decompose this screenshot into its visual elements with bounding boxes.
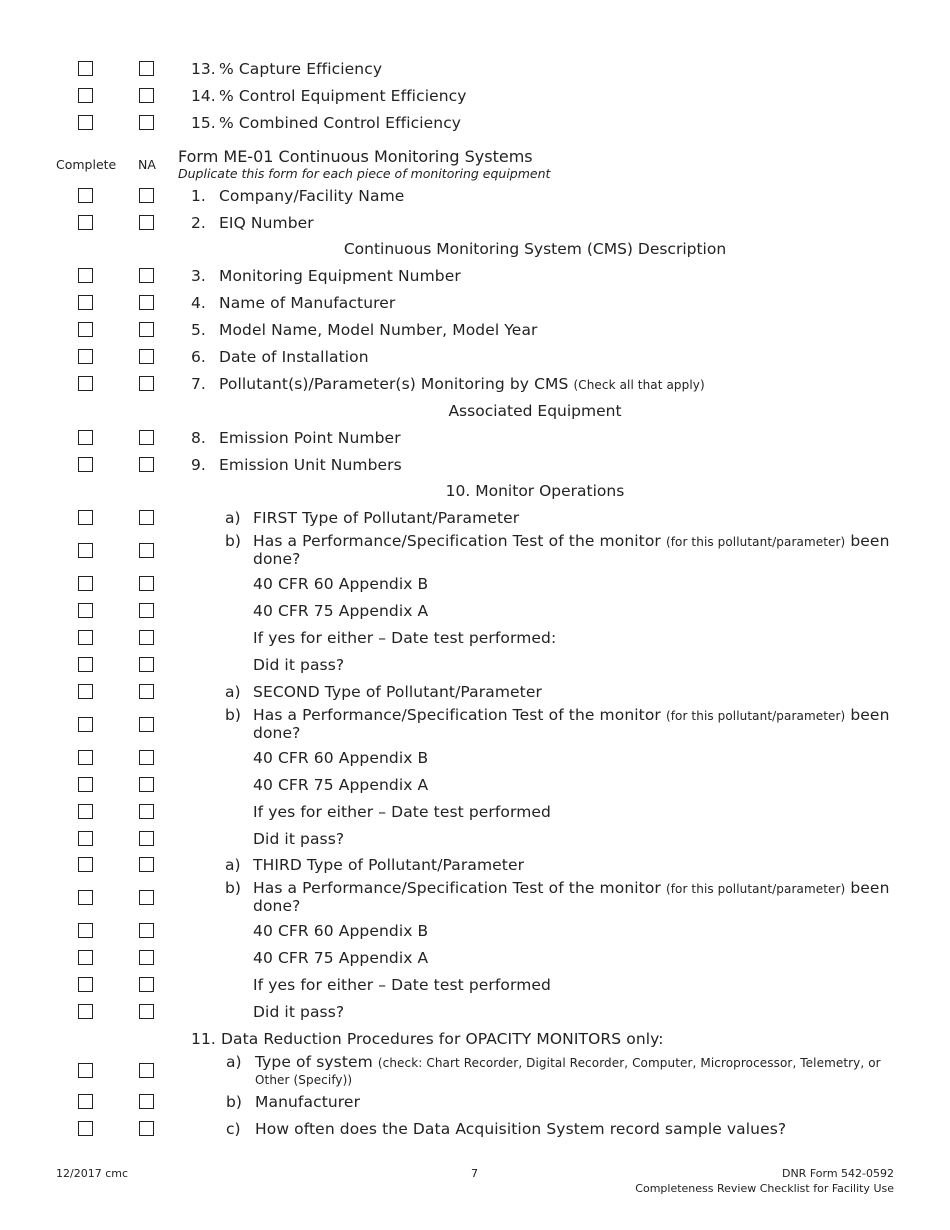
sub-letter: b): [225, 532, 241, 550]
item-label: 40 CFR 60 Appendix B: [253, 922, 429, 940]
complete-checkbox[interactable]: [78, 376, 93, 391]
item-label: Emission Point Number: [219, 429, 401, 447]
item-note: (check: Chart Recorder, Digital Recorder, Computer, Microprocessor, Telemetry, or: [377, 1056, 881, 1070]
item-label-line2: done?: [253, 897, 301, 915]
na-checkbox[interactable]: [139, 603, 154, 618]
complete-checkbox[interactable]: [78, 322, 93, 337]
na-checkbox[interactable]: [139, 61, 154, 76]
item-label-text: Has a Performance/Specification Test of the monitor: [253, 879, 661, 897]
item-number: 13.: [191, 60, 216, 78]
na-checkbox[interactable]: [139, 188, 154, 203]
na-checkbox[interactable]: [139, 1121, 154, 1136]
item-label: [253, 705, 890, 726]
complete-checkbox[interactable]: [78, 717, 93, 732]
item-label: Did it pass?: [253, 1003, 345, 1021]
complete-checkbox[interactable]: [78, 603, 93, 618]
complete-checkbox[interactable]: [78, 215, 93, 230]
na-checkbox[interactable]: [139, 322, 154, 337]
na-checkbox[interactable]: [139, 295, 154, 310]
item-number: 1.: [191, 187, 206, 205]
item-label: EIQ Number: [219, 214, 314, 232]
complete-checkbox[interactable]: [78, 61, 93, 76]
complete-checkbox[interactable]: [78, 657, 93, 672]
item-label: Emission Unit Numbers: [219, 456, 402, 474]
na-checkbox[interactable]: [139, 750, 154, 765]
item-number: 4.: [191, 294, 206, 312]
item-label: Did it pass?: [253, 656, 345, 674]
item-label-text: Has a Performance/Specification Test of the monitor: [253, 706, 661, 724]
sub-letter: a): [225, 856, 241, 874]
item-label: 40 CFR 75 Appendix A: [253, 602, 429, 620]
sub-letter: a): [225, 509, 241, 527]
complete-checkbox[interactable]: [78, 576, 93, 591]
complete-checkbox[interactable]: [78, 268, 93, 283]
na-checkbox[interactable]: [139, 857, 154, 872]
item-label: Did it pass?: [253, 830, 345, 848]
na-checkbox[interactable]: [139, 717, 154, 732]
complete-checkbox[interactable]: [78, 295, 93, 310]
sub-letter: b): [226, 1093, 242, 1111]
na-checkbox[interactable]: [139, 457, 154, 472]
complete-checkbox[interactable]: [78, 543, 93, 558]
complete-checkbox[interactable]: [78, 923, 93, 938]
na-checkbox[interactable]: [139, 630, 154, 645]
complete-checkbox[interactable]: [78, 88, 93, 103]
na-checkbox[interactable]: [139, 684, 154, 699]
item-label: If yes for either – Date test performed: [253, 976, 551, 994]
item-label: 40 CFR 60 Appendix B: [253, 575, 429, 593]
item-number: 14.: [191, 87, 216, 105]
item-label: % Combined Control Efficiency: [219, 114, 462, 132]
section-11-heading: 11. Data Reduction Procedures for OPACITY MONITORS only:: [191, 1030, 664, 1048]
complete-column-header: Complete: [56, 157, 117, 172]
complete-checkbox[interactable]: [78, 188, 93, 203]
na-checkbox[interactable]: [139, 215, 154, 230]
item-label: % Control Equipment Efficiency: [219, 87, 467, 105]
footer-page-number: 7: [471, 1167, 478, 1180]
na-checkbox[interactable]: [139, 576, 154, 591]
sub-letter: b): [225, 879, 241, 897]
item-number: 9.: [191, 456, 206, 474]
complete-checkbox[interactable]: [78, 457, 93, 472]
complete-checkbox[interactable]: [78, 630, 93, 645]
na-column-header: NA: [138, 157, 156, 172]
footer-form-name: Completeness Review Checklist for Facility Use: [635, 1182, 894, 1195]
item-note-line2: Other (Specify)): [255, 1073, 353, 1087]
item-label: [253, 531, 890, 552]
complete-checkbox[interactable]: [78, 950, 93, 965]
na-checkbox[interactable]: [139, 657, 154, 672]
na-checkbox[interactable]: [139, 1063, 154, 1078]
item-label: Model Name, Model Number, Model Year: [219, 321, 538, 339]
na-checkbox[interactable]: [139, 950, 154, 965]
footer-date: 12/2017 cmc: [56, 1167, 129, 1180]
na-checkbox[interactable]: [139, 977, 154, 992]
item-label: If yes for either – Date test performed: [253, 803, 551, 821]
complete-checkbox[interactable]: [78, 1094, 93, 1109]
item-number: 7.: [191, 375, 206, 393]
item-note: (for this pollutant/parameter): [665, 882, 846, 896]
item-label: SECOND Type of Pollutant/Parameter: [253, 683, 542, 701]
item-number: 6.: [191, 348, 206, 366]
item-label: Manufacturer: [255, 1093, 361, 1111]
na-checkbox[interactable]: [139, 430, 154, 445]
na-checkbox[interactable]: [139, 923, 154, 938]
item-note: (for this pollutant/parameter): [665, 709, 846, 723]
item-label-tail: been: [850, 706, 890, 724]
complete-checkbox[interactable]: [78, 777, 93, 792]
item-label: [253, 878, 890, 899]
footer-form-number: DNR Form 542-0592: [781, 1167, 894, 1180]
na-checkbox[interactable]: [139, 777, 154, 792]
item-number: 15.: [191, 114, 216, 132]
sub-letter: c): [226, 1120, 241, 1138]
item-label-text: Type of system: [255, 1053, 373, 1071]
item-label-line2: done?: [253, 724, 301, 742]
item-label: 40 CFR 75 Appendix A: [253, 776, 429, 794]
item-label-line2: done?: [253, 550, 301, 568]
complete-checkbox[interactable]: [78, 750, 93, 765]
item-label: % Capture Efficiency: [219, 60, 383, 78]
complete-checkbox[interactable]: [78, 1004, 93, 1019]
na-checkbox[interactable]: [139, 349, 154, 364]
na-checkbox[interactable]: [139, 268, 154, 283]
na-checkbox[interactable]: [139, 1004, 154, 1019]
na-checkbox[interactable]: [139, 376, 154, 391]
na-checkbox[interactable]: [139, 510, 154, 525]
complete-checkbox[interactable]: [78, 857, 93, 872]
item-label: [219, 374, 705, 395]
sub-letter: a): [225, 683, 241, 701]
item-label: Name of Manufacturer: [219, 294, 396, 312]
complete-checkbox[interactable]: [78, 349, 93, 364]
item-label: How often does the Data Acquisition System record sample values?: [255, 1120, 787, 1138]
item-number: 5.: [191, 321, 206, 339]
na-checkbox[interactable]: [139, 543, 154, 558]
item-label-tail: been: [850, 532, 890, 550]
item-label-text: Pollutant(s)/Parameter(s) Monitoring by CMS: [219, 375, 569, 393]
item-label: 40 CFR 60 Appendix B: [253, 749, 429, 767]
form-subtitle: Duplicate this form for each piece of monitoring equipment: [178, 166, 551, 181]
complete-checkbox[interactable]: [78, 977, 93, 992]
item-number: 8.: [191, 429, 206, 447]
na-checkbox[interactable]: [139, 88, 154, 103]
item-note: (Check all that apply): [573, 378, 705, 392]
item-label-text: Has a Performance/Specification Test of the monitor: [253, 532, 661, 550]
item-label: If yes for either – Date test performed:: [253, 629, 557, 647]
form-title: Form ME-01 Continuous Monitoring Systems: [178, 147, 533, 166]
complete-checkbox[interactable]: [78, 1121, 93, 1136]
complete-checkbox[interactable]: [78, 684, 93, 699]
sub-letter: a): [226, 1053, 242, 1071]
section-cms-heading: Continuous Monitoring System (CMS) Description: [343, 240, 727, 258]
item-number: 3.: [191, 267, 206, 285]
na-checkbox[interactable]: [139, 831, 154, 846]
complete-checkbox[interactable]: [78, 804, 93, 819]
complete-checkbox[interactable]: [78, 510, 93, 525]
item-label: 40 CFR 75 Appendix A: [253, 949, 429, 967]
na-checkbox[interactable]: [139, 890, 154, 905]
section-associated-heading: Associated Equipment: [448, 402, 622, 420]
na-checkbox[interactable]: [139, 804, 154, 819]
na-checkbox[interactable]: [139, 115, 154, 130]
complete-checkbox[interactable]: [78, 831, 93, 846]
item-label-tail: been: [850, 879, 890, 897]
item-label: FIRST Type of Pollutant/Parameter: [253, 509, 520, 527]
sub-letter: b): [225, 706, 241, 724]
item-label: Date of Installation: [219, 348, 369, 366]
item-number: 2.: [191, 214, 206, 232]
item-label: Monitoring Equipment Number: [219, 267, 461, 285]
complete-checkbox[interactable]: [78, 430, 93, 445]
item-note: (for this pollutant/parameter): [665, 535, 846, 549]
complete-checkbox[interactable]: [78, 890, 93, 905]
complete-checkbox[interactable]: [78, 115, 93, 130]
item-label: Company/Facility Name: [219, 187, 405, 205]
complete-checkbox[interactable]: [78, 1063, 93, 1078]
na-checkbox[interactable]: [139, 1094, 154, 1109]
section-monitor-heading: 10. Monitor Operations: [445, 482, 625, 500]
item-label: THIRD Type of Pollutant/Parameter: [253, 856, 525, 874]
